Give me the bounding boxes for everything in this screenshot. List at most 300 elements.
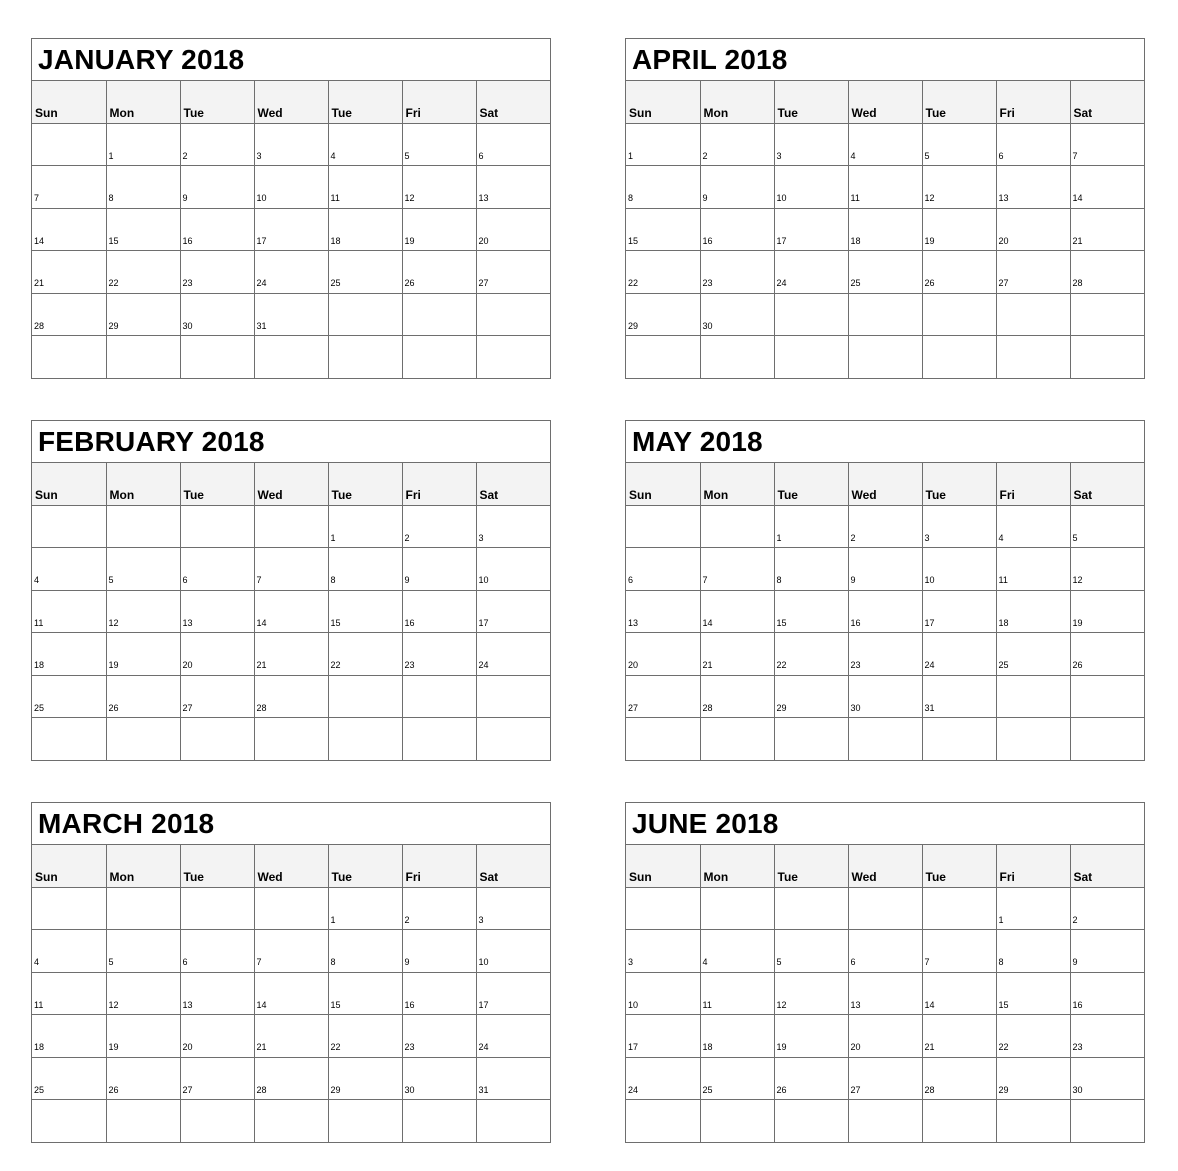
day-cell [106, 930, 180, 973]
day-cell [922, 548, 996, 591]
month-grid [626, 463, 1144, 760]
day-number: 24 [256, 278, 267, 288]
day-number: 26 [776, 1084, 787, 1095]
day-cell [922, 633, 996, 676]
day-cell [774, 972, 848, 1015]
day-number: 22 [628, 278, 639, 288]
week-row [626, 675, 1144, 718]
weekday-header-tue: Tue [774, 845, 848, 887]
day-cell [32, 972, 106, 1015]
day-number: 22 [998, 1042, 1009, 1052]
day-number: 21 [34, 278, 45, 288]
day-cell [700, 887, 774, 930]
day-number: 12 [924, 193, 935, 203]
day-cell [106, 1057, 180, 1100]
day-number: 11 [850, 193, 860, 203]
day-cell [700, 633, 774, 676]
day-cell [700, 123, 774, 166]
day-cell [1070, 166, 1144, 209]
day-cell [922, 930, 996, 973]
day-cell [328, 718, 402, 761]
week-row [626, 505, 1144, 548]
day-cell [402, 293, 476, 336]
day-number: 20 [182, 1042, 193, 1052]
day-number: 24 [628, 1084, 639, 1095]
day-cell [1070, 208, 1144, 251]
day-cell [700, 505, 774, 548]
day-cell [626, 633, 700, 676]
day-cell [626, 166, 700, 209]
day-cell [700, 1100, 774, 1143]
week-row [626, 590, 1144, 633]
day-number: 8 [628, 193, 634, 203]
day-cell [402, 505, 476, 548]
day-cell [32, 1057, 106, 1100]
weekday-header-mon: Mon [700, 463, 774, 505]
day-number: 14 [34, 235, 45, 246]
day-cell [476, 505, 550, 548]
day-cell [848, 930, 922, 973]
calendar-february [31, 420, 551, 761]
day-cell [922, 336, 996, 379]
day-cell [476, 336, 550, 379]
day-number: 22 [108, 278, 119, 288]
day-cell [32, 1015, 106, 1058]
weekday-header-thu: Tue [922, 463, 996, 505]
day-cell [996, 887, 1070, 930]
day-number: 16 [404, 617, 415, 628]
day-number: 25 [330, 278, 341, 288]
day-number: 6 [998, 150, 1004, 161]
month-grid [626, 81, 1144, 378]
day-cell [848, 208, 922, 251]
day-number: 8 [330, 575, 336, 585]
week-row [32, 718, 550, 761]
day-number: 23 [404, 660, 415, 670]
weekday-header-mon: Mon [106, 845, 180, 887]
day-cell [476, 718, 550, 761]
day-cell [996, 675, 1070, 718]
weekday-header-tue: Tue [774, 81, 848, 123]
day-cell [774, 251, 848, 294]
day-number: 18 [34, 660, 45, 670]
weekday-header-sat: Sat [476, 845, 550, 887]
day-cell [476, 293, 550, 336]
day-number: 27 [628, 702, 639, 713]
day-number: 5 [108, 957, 114, 967]
day-cell [700, 972, 774, 1015]
day-cell [402, 208, 476, 251]
day-cell [254, 336, 328, 379]
day-cell [180, 166, 254, 209]
day-cell [626, 548, 700, 591]
day-cell [254, 166, 328, 209]
day-number: 13 [850, 999, 861, 1010]
day-number: 25 [850, 278, 861, 288]
day-cell [1070, 675, 1144, 718]
day-cell [32, 251, 106, 294]
day-cell [32, 590, 106, 633]
calendar-january [31, 38, 551, 379]
week-row [32, 251, 550, 294]
day-cell [1070, 972, 1144, 1015]
day-cell [106, 123, 180, 166]
day-cell [922, 1015, 996, 1058]
day-cell [1070, 1057, 1144, 1100]
day-number: 15 [108, 235, 119, 246]
day-cell [848, 1015, 922, 1058]
day-cell [996, 505, 1070, 548]
day-number: 13 [182, 999, 193, 1010]
day-cell [106, 336, 180, 379]
day-number: 7 [1072, 150, 1078, 161]
day-number: 23 [1072, 1042, 1083, 1052]
week-row [32, 887, 550, 930]
day-number: 3 [924, 532, 930, 543]
day-number: 31 [478, 1084, 489, 1095]
day-number: 19 [404, 235, 415, 246]
day-cell [106, 633, 180, 676]
day-cell [922, 887, 996, 930]
day-number: 7 [34, 193, 40, 203]
day-cell [922, 123, 996, 166]
day-cell [848, 548, 922, 591]
day-number: 14 [256, 999, 267, 1010]
weekday-header-fri: Fri [996, 463, 1070, 505]
day-number: 31 [256, 320, 267, 331]
day-cell [1070, 123, 1144, 166]
day-cell [180, 1015, 254, 1058]
week-row [32, 166, 550, 209]
weekday-header-fri: Fri [402, 845, 476, 887]
day-cell [476, 548, 550, 591]
month-title: APRIL 2018 [626, 39, 1144, 81]
week-row [32, 123, 550, 166]
day-number: 4 [702, 957, 708, 967]
day-number: 19 [924, 235, 935, 246]
day-cell [476, 633, 550, 676]
day-cell [626, 208, 700, 251]
calendar-may [625, 420, 1145, 761]
day-number: 4 [34, 575, 40, 585]
weekday-header-thu: Tue [328, 81, 402, 123]
day-cell [106, 887, 180, 930]
day-number: 5 [108, 575, 114, 585]
day-number: 21 [1072, 235, 1083, 246]
day-cell [402, 887, 476, 930]
day-cell [328, 1100, 402, 1143]
day-number: 14 [924, 999, 935, 1010]
day-number: 20 [998, 235, 1009, 246]
week-row [32, 548, 550, 591]
day-cell [626, 123, 700, 166]
day-cell [626, 1015, 700, 1058]
day-number: 21 [256, 1042, 267, 1052]
day-number: 19 [108, 1042, 119, 1052]
week-row [626, 972, 1144, 1015]
day-cell [32, 675, 106, 718]
day-number: 4 [34, 957, 40, 967]
day-number: 3 [256, 150, 262, 161]
week-row [32, 675, 550, 718]
day-cell [254, 1015, 328, 1058]
day-cell [180, 208, 254, 251]
day-number: 24 [478, 1042, 489, 1052]
day-number: 1 [628, 150, 634, 161]
day-number: 10 [776, 193, 787, 203]
week-row [626, 208, 1144, 251]
day-cell [626, 251, 700, 294]
day-cell [254, 1057, 328, 1100]
day-cell [180, 972, 254, 1015]
day-cell [32, 548, 106, 591]
weekday-header-sun: Sun [626, 81, 700, 123]
day-cell [996, 208, 1070, 251]
weekday-header-wed: Wed [848, 463, 922, 505]
day-number: 17 [628, 1042, 639, 1052]
day-cell [700, 930, 774, 973]
day-cell [106, 972, 180, 1015]
weekday-header-wed: Wed [254, 463, 328, 505]
day-cell [774, 633, 848, 676]
day-number: 27 [998, 278, 1009, 288]
day-cell [848, 1100, 922, 1143]
day-number: 12 [108, 617, 119, 628]
week-row [626, 166, 1144, 209]
day-number: 14 [1072, 193, 1083, 203]
day-number: 13 [998, 193, 1009, 203]
day-cell [1070, 1015, 1144, 1058]
weekday-header-wed: Wed [254, 845, 328, 887]
day-cell [626, 293, 700, 336]
day-cell [626, 675, 700, 718]
week-row [626, 123, 1144, 166]
day-cell [402, 718, 476, 761]
day-cell [848, 633, 922, 676]
day-number: 26 [924, 278, 935, 288]
day-number: 27 [182, 1084, 193, 1095]
weekday-header-sat: Sat [476, 81, 550, 123]
day-number: 22 [776, 660, 787, 670]
day-number: 3 [628, 957, 634, 967]
day-cell [848, 887, 922, 930]
day-number: 23 [404, 1042, 415, 1052]
day-cell [922, 505, 996, 548]
day-cell [774, 548, 848, 591]
day-cell [700, 336, 774, 379]
day-number: 7 [256, 957, 262, 967]
day-cell [922, 972, 996, 1015]
day-number: 28 [34, 320, 45, 331]
weekday-header-sat: Sat [1070, 81, 1144, 123]
day-cell [180, 336, 254, 379]
day-cell [402, 251, 476, 294]
day-cell [402, 548, 476, 591]
day-number: 9 [850, 575, 856, 585]
day-number: 9 [702, 193, 708, 203]
day-number: 12 [776, 999, 787, 1010]
day-cell [476, 208, 550, 251]
day-number: 5 [776, 957, 782, 967]
day-number: 31 [924, 702, 935, 713]
day-cell [254, 505, 328, 548]
day-cell [476, 166, 550, 209]
day-cell [626, 336, 700, 379]
day-cell [476, 675, 550, 718]
day-number: 4 [330, 150, 336, 161]
day-number: 1 [998, 914, 1004, 925]
day-cell [774, 590, 848, 633]
day-number: 17 [776, 235, 787, 246]
week-row [32, 336, 550, 379]
day-number: 6 [478, 150, 484, 161]
day-number: 10 [924, 575, 935, 585]
week-row [32, 208, 550, 251]
week-row [626, 251, 1144, 294]
day-cell [180, 251, 254, 294]
day-cell [774, 208, 848, 251]
weekday-header-wed: Wed [254, 81, 328, 123]
day-number: 10 [478, 957, 489, 967]
month-title: JANUARY 2018 [32, 39, 550, 81]
day-number: 25 [34, 1084, 45, 1095]
day-cell [700, 166, 774, 209]
day-cell [848, 972, 922, 1015]
day-number: 2 [850, 532, 856, 543]
day-number: 18 [702, 1042, 713, 1052]
day-number: 10 [478, 575, 489, 585]
day-cell [180, 633, 254, 676]
day-cell [476, 1057, 550, 1100]
day-cell [328, 548, 402, 591]
day-cell [32, 208, 106, 251]
day-cell [32, 336, 106, 379]
day-number: 11 [998, 575, 1008, 585]
weekday-header-row [626, 463, 1144, 505]
day-cell [402, 166, 476, 209]
day-cell [476, 887, 550, 930]
week-row [626, 718, 1144, 761]
day-cell [328, 293, 402, 336]
day-cell [476, 930, 550, 973]
day-cell [106, 675, 180, 718]
day-number: 15 [330, 617, 341, 628]
day-number: 20 [478, 235, 489, 246]
day-cell [476, 123, 550, 166]
day-cell [402, 1057, 476, 1100]
day-cell [180, 590, 254, 633]
day-cell [700, 590, 774, 633]
day-cell [922, 166, 996, 209]
day-number: 6 [182, 957, 188, 967]
month-grid [32, 81, 550, 378]
day-number: 20 [182, 660, 193, 670]
day-number: 30 [404, 1084, 415, 1095]
day-cell [848, 675, 922, 718]
day-number: 5 [924, 150, 930, 161]
week-row [32, 1057, 550, 1100]
weekday-header-row [32, 845, 550, 887]
day-cell [996, 718, 1070, 761]
day-number: 16 [404, 999, 415, 1010]
day-number: 11 [34, 999, 44, 1010]
weekday-header-row [626, 81, 1144, 123]
day-cell [180, 1100, 254, 1143]
day-cell [922, 675, 996, 718]
day-cell [32, 1100, 106, 1143]
day-number: 28 [256, 702, 267, 713]
day-cell [922, 208, 996, 251]
day-number: 15 [998, 999, 1009, 1010]
day-number: 27 [182, 702, 193, 713]
day-cell [774, 930, 848, 973]
day-cell [848, 718, 922, 761]
day-cell [848, 166, 922, 209]
weekday-header-mon: Mon [106, 463, 180, 505]
day-number: 26 [404, 278, 415, 288]
day-number: 8 [998, 957, 1004, 967]
day-cell [254, 972, 328, 1015]
day-cell [922, 251, 996, 294]
day-number: 30 [702, 320, 713, 331]
day-cell [848, 123, 922, 166]
day-cell [328, 166, 402, 209]
day-cell [254, 208, 328, 251]
weekday-header-mon: Mon [106, 81, 180, 123]
day-number: 2 [702, 150, 708, 161]
day-cell [996, 590, 1070, 633]
month-title: MARCH 2018 [32, 803, 550, 845]
day-number: 20 [850, 1042, 861, 1052]
day-cell [328, 590, 402, 633]
day-cell [774, 293, 848, 336]
day-cell [106, 548, 180, 591]
week-row [32, 930, 550, 973]
weekday-header-fri: Fri [996, 845, 1070, 887]
day-cell [32, 166, 106, 209]
day-cell [254, 718, 328, 761]
weekday-header-fri: Fri [402, 463, 476, 505]
month-title: MAY 2018 [626, 421, 1144, 463]
day-cell [402, 633, 476, 676]
day-cell [180, 718, 254, 761]
day-number: 8 [330, 957, 336, 967]
month-title: JUNE 2018 [626, 803, 1144, 845]
day-cell [476, 1015, 550, 1058]
day-number: 19 [776, 1042, 787, 1052]
day-number: 11 [34, 617, 44, 628]
day-cell [254, 251, 328, 294]
day-cell [180, 505, 254, 548]
day-cell [402, 972, 476, 1015]
day-number: 9 [404, 575, 410, 585]
day-cell [848, 1057, 922, 1100]
day-cell [180, 675, 254, 718]
day-number: 16 [702, 235, 713, 246]
week-row [626, 293, 1144, 336]
week-row [32, 972, 550, 1015]
day-cell [774, 887, 848, 930]
weekday-header-sat: Sat [476, 463, 550, 505]
day-cell [774, 1057, 848, 1100]
day-number: 10 [628, 999, 639, 1010]
day-cell [996, 1015, 1070, 1058]
day-cell [328, 930, 402, 973]
day-cell [254, 123, 328, 166]
day-number: 15 [776, 617, 787, 628]
day-cell [774, 675, 848, 718]
weekday-header-mon: Mon [700, 845, 774, 887]
